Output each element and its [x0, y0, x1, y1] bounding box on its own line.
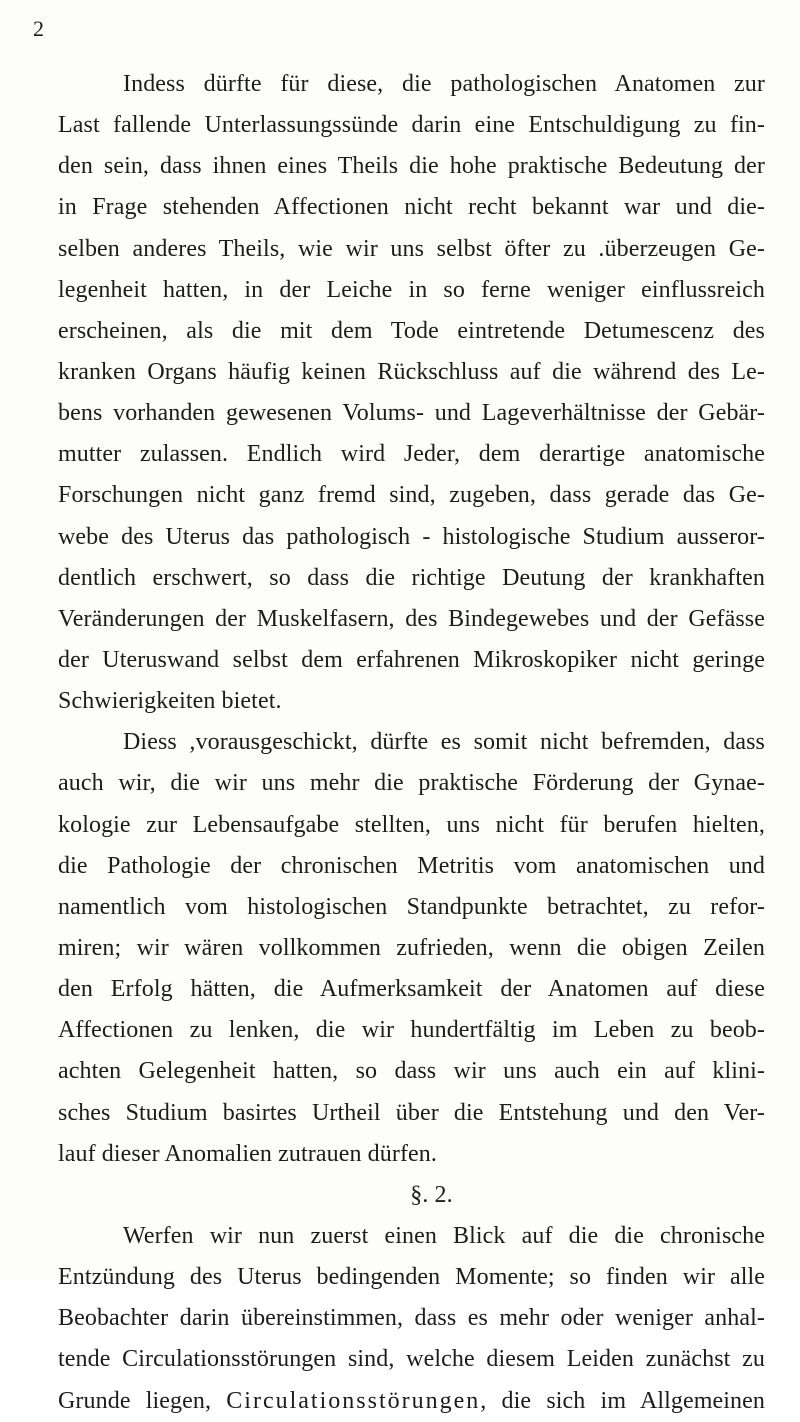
- text-line: mutter zulassen. Endlich wird Jeder, dem derartige anatomische: [58, 441, 765, 468]
- text-segment: , die sich im Allgemeinen: [480, 1387, 766, 1414]
- section-heading: §. 2.: [410, 1181, 453, 1208]
- text-line: den Erfolg hätten, die Aufmerksamkeit der Anatomen auf diese: [58, 976, 765, 1003]
- text-line: kranken Organs häufig keinen Rückschluss auf die während des Le-: [58, 358, 765, 385]
- text-line: Entzündung des Uterus bedingenden Momente; so finden wir alle: [58, 1264, 765, 1291]
- body-text: [58, 64, 765, 1422]
- text-line: den sein, dass ihnen eines Theils die hohe praktische Bedeutung der: [58, 153, 765, 180]
- text-line: Indess dürfte für diese, die pathologischen Anatomen zur: [123, 71, 765, 97]
- text-line: der Uteruswand selbst dem erfahrenen Mikroskopiker nicht geringe: [58, 646, 765, 673]
- text-line: Affectionen zu lenken, die wir hundertfältig im Leben zu beob-: [58, 1017, 765, 1044]
- text-line: Beobachter darin übereinstimmen, dass es mehr oder weniger anhal-: [58, 1305, 765, 1332]
- text-line-final: [58, 1381, 765, 1422]
- text-line: Last fallende Unterlassungssünde darin eine Entschuldigung zu fin-: [58, 112, 765, 139]
- text-line: bens vorhanden gewesenen Volums- und Lageverhältnisse der Gebär-: [58, 400, 765, 427]
- text-line: die Pathologie der chronischen Metritis vom anatomischen und: [58, 852, 765, 879]
- text-line: namentlich vom histologischen Standpunkte betrachtet, zu refor-: [58, 893, 765, 920]
- text-line: legenheit hatten, in der Leiche in so ferne weniger einflussreich: [58, 276, 765, 303]
- text-line: auch wir, die wir uns mehr die praktische Förderung der Gynae-: [58, 770, 765, 797]
- text-segment: Grunde liegen,: [58, 1387, 227, 1414]
- text-line: webe des Uterus das pathologisch - histologische Studium ausseror-: [58, 523, 765, 550]
- text-line: miren; wir wären vollkommen zufrieden, wenn die obigen Zeilen: [58, 934, 765, 961]
- text-line: Forschungen nicht ganz fremd sind, zugeben, dass gerade das Ge-: [58, 482, 765, 509]
- text-line: kologie zur Lebensaufgabe stellten, uns nicht für berufen hielten,: [58, 811, 765, 838]
- page-number: 2: [33, 16, 44, 41]
- text-line: Werfen wir nun zuerst einen Blick auf die die chronische: [123, 1222, 765, 1249]
- text-line: erscheinen, als die mit dem Tode eintretende Detumescenz des: [58, 317, 765, 344]
- text-line: selben anderes Theils, wie wir uns selbst öfter zu .überzeugen Ge-: [58, 235, 765, 262]
- text-line: dentlich erschwert, so dass die richtige Deutung der krankhaften: [58, 564, 765, 591]
- text-line: in Frage stehenden Affectionen nicht recht bekannt war und die-: [58, 194, 765, 221]
- text-line: Diess ,vorausgeschickt, dürfte es somit nicht befremden, dass: [123, 729, 765, 756]
- text-line: achten Gelegenheit hatten, so dass wir uns auch ein auf klini-: [58, 1058, 765, 1085]
- text-line: lauf dieser Anomalien zutrauen dürfen.: [58, 1140, 437, 1167]
- text-line: Veränderungen der Muskelfasern, des Bindegewebes und der Gefässe: [58, 605, 765, 632]
- text-line: sches Studium basirtes Urtheil über die Entstehung und den Ver-: [58, 1099, 765, 1126]
- text-line: tende Circulationsstörungen sind, welche diesem Leiden zunächst zu: [58, 1346, 765, 1373]
- emphasized-term: Circulationsstörungen: [226, 1387, 481, 1414]
- text-line: Schwierigkeiten bietet.: [58, 688, 282, 715]
